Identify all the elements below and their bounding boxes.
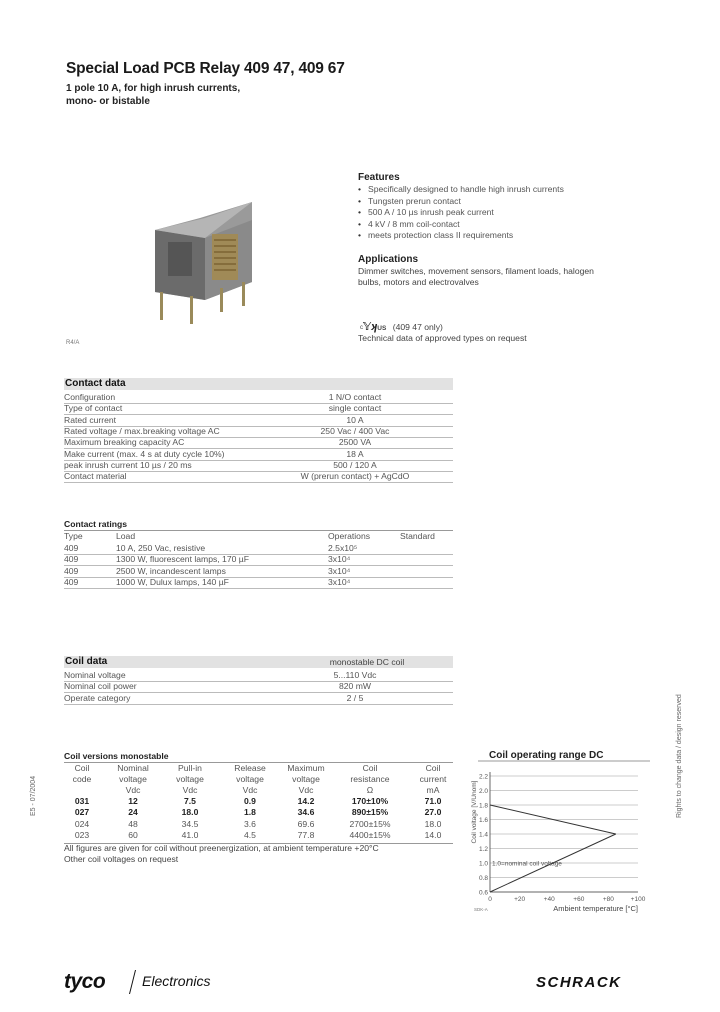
page-title: Special Load PCB Relay 409 47, 409 67 — [66, 60, 345, 77]
coil-versions-header: voltage — [292, 774, 320, 784]
coil-versions-cell: 031 — [74, 796, 90, 806]
contact-ratings-heading: Contact ratings — [64, 519, 128, 529]
chart-source-label: SDK-A — [474, 907, 488, 912]
contact-data-value: 500 / 120 A — [333, 459, 377, 470]
contact-data-value: 10 A — [346, 414, 364, 425]
ratings-load: 1000 W, Dulux lamps, 140 µF — [116, 576, 229, 587]
coil-versions-note-2: Other coil voltages on request — [64, 854, 179, 864]
chart-x-label: Ambient temperature [°C] — [553, 904, 638, 913]
ul-mark-us: US — [377, 325, 387, 332]
coil-versions-cell: 77.8 — [297, 829, 315, 840]
chart-y-tick-label: 2.2 — [478, 773, 488, 781]
feature-item: • Tungsten prerun contact — [358, 196, 688, 208]
chart-y-tick-label: 2.0 — [478, 788, 488, 795]
coil-versions-cell: 024 — [74, 818, 90, 829]
coil-versions-cell: 71.0 — [424, 796, 442, 806]
chart-y-tick-label: 1.6 — [478, 817, 488, 824]
approval-line — [360, 320, 443, 333]
ratings-operations: 3x10⁴ — [328, 565, 351, 576]
contact-data-label: peak inrush current 10 µs / 20 ms — [64, 459, 192, 470]
coil-versions-cell: 41.0 — [181, 829, 199, 840]
coil-data-value: 5...110 Vdc — [333, 670, 377, 680]
ratings-operations: 2.5x10⁵ — [328, 543, 358, 553]
subtitle-line-2: mono- or bistable — [66, 96, 150, 107]
coil-versions-cell: 890±15% — [351, 807, 389, 818]
coil-versions-cell: 3.6 — [244, 818, 256, 829]
chart-x-tick-label: 0 — [488, 896, 492, 903]
contact-data-value: 250 Vac / 400 Vac — [320, 425, 390, 436]
coil-data-type: monostable DC coil — [329, 657, 405, 667]
coil-versions-header: Coil — [425, 763, 441, 773]
contact-data-label: Make current (max. 4 s at duty cycle 10%) — [64, 448, 225, 459]
coil-versions-header: voltage — [236, 774, 264, 784]
ratings-operations: 3x10⁴ — [328, 554, 351, 565]
contact-data-bar — [64, 378, 453, 390]
coil-versions-cell: 14.2 — [297, 796, 315, 806]
subtitle-line-1: 1 pole 10 A, for high inrush currents, — [66, 83, 241, 94]
contact-data-value: single contact — [328, 403, 382, 414]
chart-y-tick-label: 1.8 — [478, 802, 488, 810]
chart-x-tick-label: +40 — [543, 896, 555, 903]
ratings-header-operations: Operations — [328, 531, 371, 541]
chart-x-tick-label: +80 — [602, 896, 614, 903]
coil-versions-header: Vdc — [242, 785, 258, 795]
coil-versions-cell: 4400±15% — [349, 829, 391, 840]
coil-data-label: Nominal coil power — [64, 681, 137, 692]
coil-data-heading: Coil data — [65, 656, 108, 667]
coil-versions-header: Vdc — [125, 785, 141, 795]
coil-versions-header: Maximum — [287, 763, 325, 773]
coil-versions-cell: 1.8 — [244, 807, 256, 818]
coil-versions-cell: 27.0 — [424, 807, 442, 818]
side-date: E5 - 07/2004 — [30, 775, 37, 816]
coil-versions-cell: 60 — [128, 829, 138, 840]
ratings-load: 1300 W, fluorescent lamps, 170 µF — [116, 554, 249, 565]
row-divider — [64, 588, 453, 589]
coil-versions-cell: 48 — [128, 818, 138, 829]
row-divider — [64, 704, 453, 705]
ratings-header-standard: Standard — [400, 531, 435, 541]
electronics-wordmark: Electronics — [142, 973, 211, 989]
coil-versions-note-1: All figures are given for coil without preenergization, at ambient temperature +20°C — [64, 843, 379, 853]
coil-versions-cell: 34.6 — [297, 807, 315, 818]
image-caption: R4/A — [66, 340, 80, 346]
contact-data-value: W (prerun contact) + AgCdO — [300, 471, 410, 482]
relay-product-image — [150, 190, 260, 330]
chart-reference-label: 1.0=nominal coil voltage — [492, 860, 562, 868]
ratings-load: 10 A, 250 Vac, resistive — [116, 543, 206, 553]
coil-versions-header: current — [419, 774, 447, 784]
chart-svg — [468, 746, 658, 921]
chart-y-tick-label: 1.0 — [478, 860, 488, 868]
coil-versions-header: code — [72, 774, 92, 784]
page-subtitle — [66, 82, 240, 108]
chart-x-tick-label: +100 — [630, 896, 646, 903]
tyco-wordmark: tyco — [64, 970, 106, 993]
coil-versions-header: voltage — [176, 774, 204, 784]
coil-versions-cell: 027 — [74, 807, 90, 818]
contact-data-label: Type of contact — [64, 403, 123, 414]
features-list — [358, 184, 688, 242]
contact-data-label: Rated voltage / max.breaking voltage AC — [64, 425, 220, 436]
coil-versions-header: voltage — [119, 774, 147, 784]
coil-versions-cell: 0.9 — [244, 796, 256, 806]
coil-versions-header: Release — [234, 763, 266, 773]
coil-versions-cell: 4.5 — [244, 829, 256, 840]
coil-data-label: Operate category — [64, 692, 131, 703]
approval-note: (409 47 only) — [392, 322, 443, 332]
feature-item: • 500 A / 10 µs inrush peak current — [358, 207, 688, 219]
coil-versions-cell: 34.5 — [181, 818, 199, 829]
coil-data-value: 2 / 5 — [346, 692, 364, 703]
ratings-header-load: Load — [116, 531, 136, 541]
chart-x-tick-label: +60 — [573, 896, 585, 903]
schrack-logo: SCHRACK — [536, 974, 622, 991]
ratings-header-type: Type — [64, 531, 83, 541]
ul-mark-c: c — [360, 325, 363, 331]
ratings-type: 409 — [64, 543, 79, 553]
applications-heading: Applications — [358, 254, 419, 265]
applications-text — [358, 266, 698, 289]
contact-data-heading: Contact data — [65, 378, 126, 389]
logo-divider — [129, 970, 136, 994]
contact-data-value: 18 A — [346, 448, 364, 459]
coil-versions-cell: 18.0 — [181, 807, 199, 818]
chart-y-tick-label: 1.2 — [478, 846, 488, 853]
chart-y-tick-label: 0.8 — [478, 875, 488, 882]
coil-versions-header: Vdc — [298, 785, 314, 795]
chart-x-tick-label: +20 — [514, 896, 526, 903]
coil-versions-cell: 2700±15% — [349, 818, 391, 829]
coil-versions-header: Coil — [362, 763, 378, 773]
coil-data-value: 820 mW — [339, 681, 371, 692]
coil-versions-cell: 69.6 — [297, 818, 315, 829]
ratings-type: 409 — [64, 554, 79, 565]
ratings-load: 2500 W, incandescent lamps — [116, 565, 226, 576]
coil-versions-cell: 023 — [74, 829, 90, 840]
coil-versions-header: Coil — [74, 763, 90, 773]
ratings-type: 409 — [64, 565, 79, 576]
contact-data-value: 1 N/O contact — [328, 392, 382, 402]
contact-data-label: Configuration — [64, 392, 116, 402]
feature-item: • Specifically designed to handle high inrush currents — [358, 184, 688, 196]
ratings-type: 409 — [64, 576, 79, 587]
coil-versions-header: mA — [426, 785, 440, 795]
coil-versions-header: Pull-in — [178, 763, 202, 773]
chart-y-tick-label: 1.4 — [478, 831, 488, 839]
chart-y-tick-label: 0.6 — [478, 889, 488, 897]
coil-versions-cell: 170±10% — [351, 796, 389, 806]
coil-versions-cell: 24 — [128, 807, 138, 818]
chart-y-label: Coil voltage [V/Unom] — [471, 780, 478, 844]
contact-data-label: Rated current — [64, 414, 117, 425]
row-divider — [64, 482, 453, 483]
side-rights: Rights to change data / design reserved — [676, 694, 683, 818]
ul-recognized-icon: 𝕐ʞ — [363, 321, 378, 333]
contact-data-value: 2500 VA — [338, 437, 372, 448]
coil-data-label: Nominal voltage — [64, 670, 126, 680]
tyco-electronics-logo — [64, 968, 232, 998]
coil-data-bar — [64, 656, 453, 668]
approval-technical: Technical data of approved types on request — [358, 333, 527, 343]
contact-data-label: Contact material — [64, 471, 127, 482]
coil-versions-cell: 12 — [128, 796, 138, 806]
coil-versions-cell: 14.0 — [424, 829, 442, 840]
applications-line-1: Dimmer switches, movement sensors, filament loads, halogen — [358, 266, 594, 276]
coil-versions-header: Ω — [366, 785, 374, 795]
coil-versions-heading: Coil versions monostable — [64, 751, 169, 761]
chart-title: Coil operating range DC — [489, 750, 604, 761]
coil-versions-cell: 7.5 — [184, 796, 196, 806]
coil-versions-header: resistance — [350, 774, 390, 784]
contact-data-label: Maximum breaking capacity AC — [64, 437, 185, 448]
feature-item: • meets protection class II requirements — [358, 230, 688, 242]
coil-versions-header: Vdc — [182, 785, 198, 795]
coil-versions-cell: 18.0 — [424, 818, 442, 829]
coil-operating-range-chart — [468, 746, 658, 921]
applications-line-2: bulbs, motors and electrovalves — [358, 277, 479, 288]
ratings-operations: 3x10⁴ — [328, 576, 351, 587]
coil-versions-header: Nominal — [117, 763, 149, 773]
feature-item: • 4 kV / 8 mm coil-contact — [358, 219, 688, 231]
features-heading: Features — [358, 172, 400, 183]
